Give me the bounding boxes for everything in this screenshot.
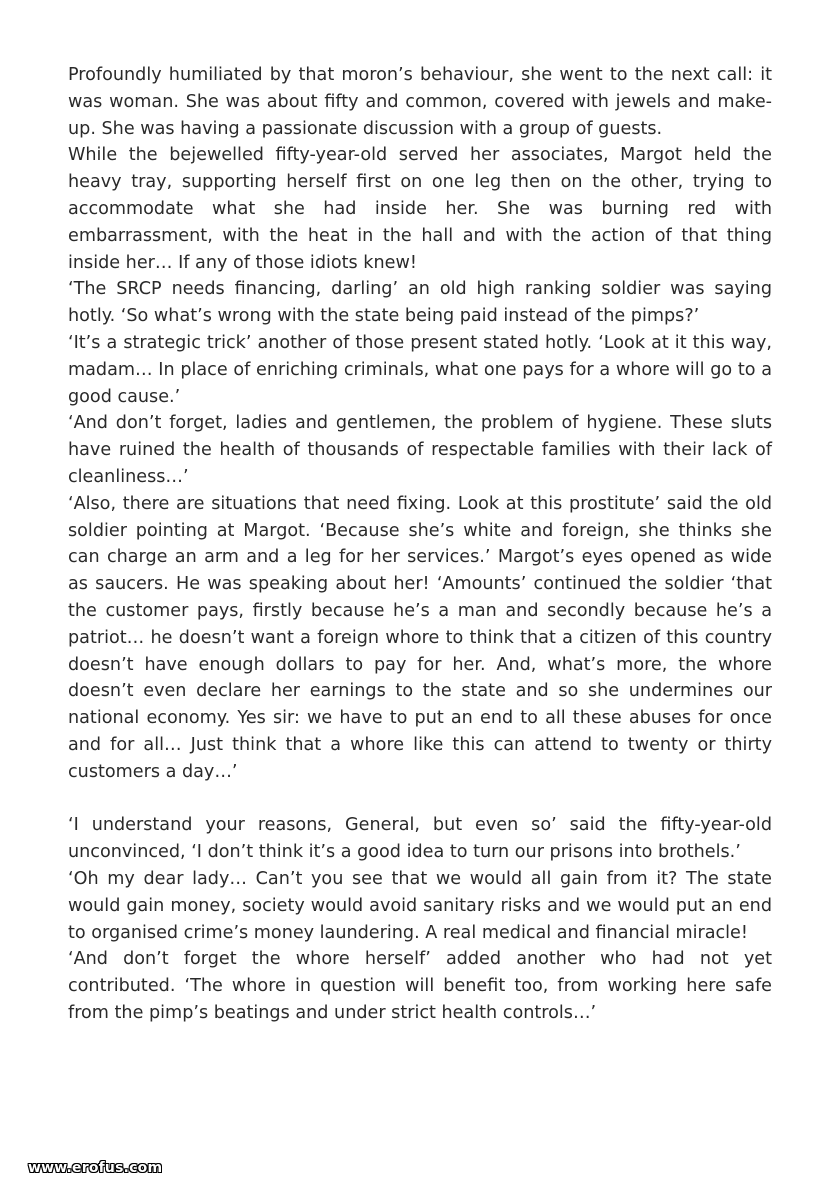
paragraph-1: Profoundly humiliated by that moron’s behaviour, she went to the next call: it was woman. She was about fifty and common, covered with jewels and make-up. She was having a passionate discussion with a group of guests. [68,65,772,139]
paragraph-4: ‘It’s a strategic trick’ another of those present stated hotly. ‘Look at it this way, madam… In place of enriching criminals, what one pays for a whore will go to a good cause.’ [68,332,772,407]
paragraph-9: ‘And don’t forget the whore herself’ added another who had not yet contributed. ‘The whore in question will benefit too, from working here safe from the pimp’s beatings and under strict health controls…’ [68,949,772,1023]
paragraph-6: ‘Also, there are situations that need fixing. Look at this prostitute’ said the old soldier pointing at Margot. ‘Because she’s white and foreign, she thinks she can charge an arm and a leg for her services.’ Margot’s eyes opened as wide as saucers. He was speaking about her! ‘Amounts’ continued the soldier ‘that the customer pays, firstly because he’s a man and secondly because he’s a patriot… he doesn’t want a foreign whore to think that a citizen of this country doesn’t have enough dollars to pay for her. And, what’s more, the whore doesn’t even declare her earnings to the state and so she undermines our national economy. Yes sir: we have to put an end to all these abuses for once and for all… Just think that a whore like this can attend to twenty or thirty customers a day…’ [68,493,772,782]
paragraph-7: ‘I understand your reasons, General, but even so’ said the fifty-year-old unconvinced, ‘I don’t think it’s a good idea to turn our prisons into brothels.’ [68,815,772,863]
paragraph-3: ‘The SRCP needs financing, darling’ an old high ranking soldier was saying hotly. ‘So what’s wrong with the state being paid instead of the pimps?’ [68,279,772,327]
paragraph-2: While the bejewelled fifty-year-old served her associates, Margot held the heavy tray, supporting herself first on one leg then on the other, trying to accommodate what she had inside her. She was burning red with embarrassment, with the heat in the hall and with the action of that thing inside her… If any of those idiots knew! [68,145,772,273]
paragraph-8: ‘Oh my dear lady… Can’t you see that we would all gain from it? The state would gain money, society would avoid sanitary risks and we would put an end to organised crime’s money laundering. A real medical and financial miracle! [68,868,772,943]
paragraph-5: ‘And don’t forget, ladies and gentlemen, the problem of hygiene. These sluts have ruined the health of thousands of respectable families with their lack of cleanliness…’ [68,413,772,487]
page-body [68,62,772,1027]
site-watermark: www.erofus.com [28,1160,163,1176]
